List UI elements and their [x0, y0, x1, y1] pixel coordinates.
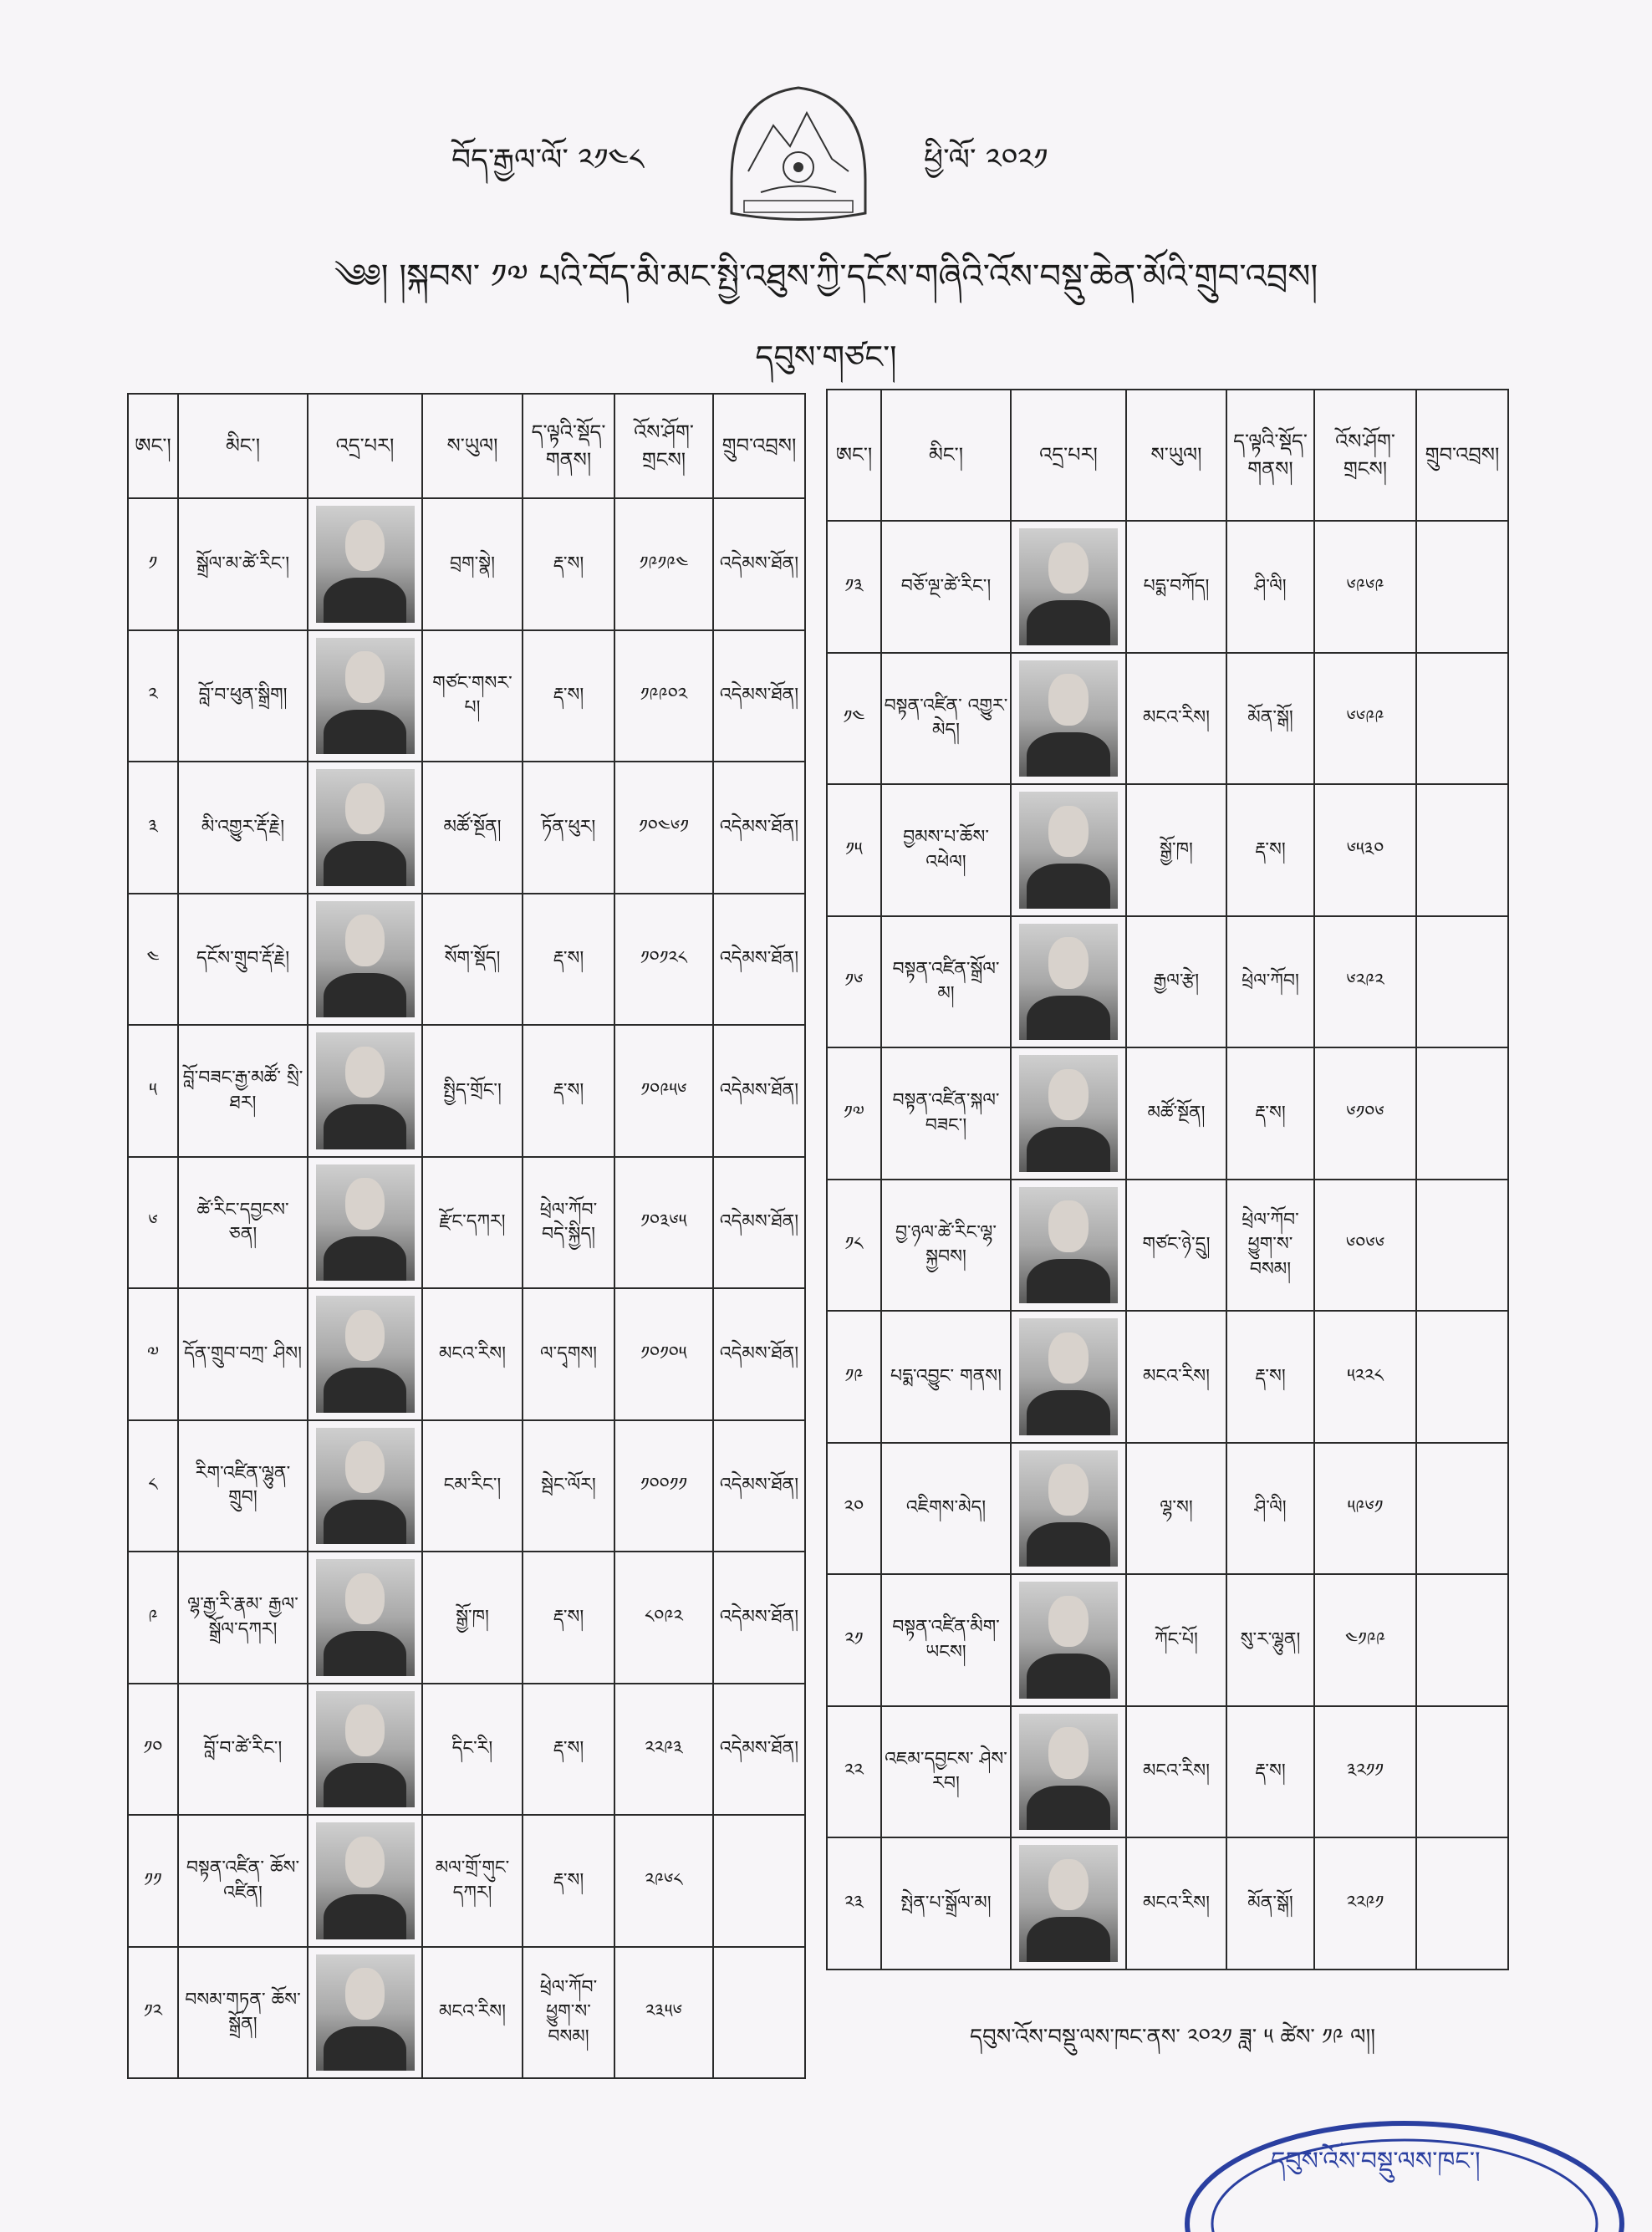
candidate-name: དོན་གྲུབ་བཀྲ་ ཤིས།	[178, 1288, 308, 1420]
candidate-name: ཚེ་རིང་དབྱངས་ ཅན།	[178, 1157, 308, 1289]
col-name-header: མིང་།	[881, 390, 1011, 521]
candidate-result: འདེམས་ཐོན།	[713, 1288, 805, 1420]
candidate-photo	[1011, 784, 1126, 916]
portrait-photo	[1019, 1582, 1118, 1699]
candidate-origin: རྒྱལ་རྩེ།	[1126, 916, 1226, 1048]
candidate-votes: ༡༠༤༦༡	[614, 762, 713, 894]
candidate-origin: ལྷ་ས།	[1126, 1443, 1226, 1575]
candidate-votes: ༡༩༡༩༤	[614, 498, 713, 630]
candidate-name: བསྟན་འཛིན་མིག་ ཡངས།	[881, 1574, 1011, 1706]
official-stamp-icon	[1170, 2065, 1652, 2232]
candidate-origin: གཙང་གསར་པ།	[422, 630, 523, 762]
candidate-origin: སྒྱོ་ཁ།	[422, 1552, 523, 1684]
candidate-votes: ༦༥༣༠	[1314, 784, 1416, 916]
candidate-photo	[308, 1815, 422, 1947]
candidate-origin: མལ་གྲོ་གུང་ དཀར།	[422, 1815, 523, 1947]
candidate-number: ༡	[128, 498, 178, 630]
candidate-number: ༢	[128, 630, 178, 762]
candidate-name: དངོས་གྲུབ་རྡོ་རྗེ།	[178, 894, 308, 1026]
portrait-photo	[316, 1559, 415, 1676]
table-row	[827, 653, 1508, 785]
table-row	[827, 1574, 1508, 1706]
candidate-votes: ༡༠༣༦༥	[614, 1157, 713, 1289]
candidate-name: རིག་འཛིན་ལྷུན་ གྲུབ།	[178, 1420, 308, 1552]
col-place-header: ས་ཡུལ།	[422, 394, 523, 498]
candidate-number: ༡༩	[827, 1311, 881, 1443]
candidate-number: ༡༤	[827, 653, 881, 785]
candidate-name: བསྟན་འཛིན་སྐལ་ བཟང་།	[881, 1047, 1011, 1180]
candidate-photo	[308, 1025, 422, 1157]
candidate-votes: ༥༢༢༨	[1314, 1311, 1416, 1443]
portrait-photo	[316, 1296, 415, 1413]
candidate-name: བསྟན་འཛིན་སྒྲོལ་ མ།	[881, 916, 1011, 1048]
candidate-number: ༢༠	[827, 1443, 881, 1575]
candidate-number: ༢༡	[827, 1574, 881, 1706]
portrait-photo	[1019, 528, 1118, 645]
candidate-votes: ༥༩༦༡	[1314, 1443, 1416, 1575]
candidate-result: འདེམས་ཐོན།	[713, 894, 805, 1026]
candidate-origin: མངའ་རིས།	[1126, 1311, 1226, 1443]
portrait-photo	[316, 769, 415, 886]
candidate-residence: རྡ་ས།	[523, 1025, 614, 1157]
candidate-votes: ༢༣༥༦	[614, 1947, 713, 2079]
table-row	[827, 1837, 1508, 1970]
candidate-name: བྱམས་པ་ཆོས་ འཕེལ།	[881, 784, 1011, 916]
candidate-name: བློ་བ་ཕུན་སྒྲིག།	[178, 630, 308, 762]
candidate-votes: ༦༠༦༦	[1314, 1180, 1416, 1312]
portrait-photo	[1019, 1845, 1118, 1962]
candidate-photo	[308, 1157, 422, 1289]
portrait-photo	[1019, 1450, 1118, 1567]
candidate-origin: མཚོ་སྔོན།	[422, 762, 523, 894]
candidate-votes: ༦༩༦༩	[1314, 521, 1416, 653]
candidate-photo	[308, 1288, 422, 1420]
candidate-result: འདེམས་ཐོན།	[713, 1157, 805, 1289]
candidate-result: འདེམས་ཐོན།	[713, 630, 805, 762]
candidate-result	[1416, 1837, 1508, 1970]
candidate-photo	[308, 1684, 422, 1816]
candidate-residence: མོན་སྒོ།	[1226, 1837, 1314, 1970]
table-row	[128, 1025, 805, 1157]
candidate-result	[713, 1947, 805, 2079]
candidate-name: བློ་བ་ཚེ་རིང་།	[178, 1684, 308, 1816]
page-title: ༄༅། །སྐབས་ ༡༧ པའི་བོད་མི་མང་སྤྱི་འཐུས་ཀྱི་དངོས་གཞིའི་འོས་བསྡུ་ཆེན་མོའི་གྲུབ་འབྲས།	[334, 257, 1318, 296]
candidate-votes: ༦༢༩༢	[1314, 916, 1416, 1048]
table-row	[128, 1815, 805, 1947]
candidate-name: བསྟན་འཛིན་ ཆོས་འཛིན།	[178, 1815, 308, 1947]
portrait-photo	[1019, 924, 1118, 1041]
candidate-origin: པདྨ་བཀོད།	[1126, 521, 1226, 653]
candidate-result: འདེམས་ཐོན།	[713, 1025, 805, 1157]
candidate-residence: ཕྲེལ་ཀོབ་ བདེ་སྐྱིད།	[523, 1157, 614, 1289]
col-residence-header: ད་ལྟའི་སྡོད་གནས།	[523, 394, 614, 498]
candidate-number: ༡༦	[827, 916, 881, 1048]
candidate-origin: ཀོང་པོ།	[1126, 1574, 1226, 1706]
candidate-photo	[1011, 653, 1126, 785]
candidate-photo	[1011, 1047, 1126, 1180]
table-row	[128, 1420, 805, 1552]
candidate-residence: རྡ་ས།	[523, 1684, 614, 1816]
candidate-result	[1416, 1047, 1508, 1180]
candidate-number: ༤	[128, 894, 178, 1026]
candidate-origin: མངའ་རིས།	[1126, 1837, 1226, 1970]
candidate-residence: རྡ་ས།	[1226, 1311, 1314, 1443]
col-number-header: ཨང་།	[827, 390, 881, 521]
candidate-result	[1416, 1180, 1508, 1312]
candidate-result	[1416, 653, 1508, 785]
candidate-name: འཇམ་དབྱངས་ ཤེས་རབ།	[881, 1706, 1011, 1838]
candidate-residence: སུ་ར་ལྷུན།	[1226, 1574, 1314, 1706]
candidate-result: འདེམས་ཐོན།	[713, 762, 805, 894]
portrait-photo	[1019, 1714, 1118, 1831]
candidate-photo	[1011, 521, 1126, 653]
candidate-name: མི་འགྱུར་རྡོ་རྗེ།	[178, 762, 308, 894]
col-photo-header: འདྲ་པར།	[308, 394, 422, 498]
candidate-origin: མངའ་རིས།	[422, 1288, 523, 1420]
candidate-photo	[308, 894, 422, 1026]
results-table-right	[826, 389, 1509, 1970]
candidate-photo	[1011, 1443, 1126, 1575]
table-row	[128, 630, 805, 762]
candidate-number: ༡༣	[827, 521, 881, 653]
candidate-number: ༣	[128, 762, 178, 894]
candidate-residence: རྡ་ས།	[523, 1552, 614, 1684]
candidate-name: པདྨ་འབྱུང་ གནས།	[881, 1311, 1011, 1443]
table-header-row	[827, 390, 1508, 521]
candidate-number: ༡༨	[827, 1180, 881, 1312]
candidate-votes: ༡༠༩༥༦	[614, 1025, 713, 1157]
portrait-photo	[1019, 1055, 1118, 1172]
candidate-number: ༡༧	[827, 1047, 881, 1180]
col-photo-header: འདྲ་པར།	[1011, 390, 1126, 521]
candidate-residence: རྡ་ས།	[523, 1815, 614, 1947]
candidate-votes: ༡༩༩༠༢	[614, 630, 713, 762]
col-residence-header: ད་ལྟའི་སྡོད་གནས།	[1226, 390, 1314, 521]
candidate-result: འདེམས་ཐོན།	[713, 1684, 805, 1816]
candidate-photo	[1011, 1706, 1126, 1838]
table-row	[827, 521, 1508, 653]
candidate-photo	[308, 1947, 422, 2079]
candidate-result	[1416, 1706, 1508, 1838]
candidate-residence: རྡ་ས།	[1226, 1047, 1314, 1180]
candidate-photo	[1011, 916, 1126, 1048]
table-row	[128, 498, 805, 630]
candidate-residence: ཤི་ལི།	[1226, 521, 1314, 653]
candidate-number: ༡༥	[827, 784, 881, 916]
candidate-number: ༥	[128, 1025, 178, 1157]
table-row	[128, 1947, 805, 2079]
portrait-photo	[316, 901, 415, 1018]
table-row	[827, 1443, 1508, 1575]
candidate-result	[1416, 1574, 1508, 1706]
portrait-photo	[316, 1032, 415, 1149]
col-result-header: གྲུབ་འབྲས།	[1416, 390, 1508, 521]
candidate-residence: ཏོན་ཕུར།	[523, 762, 614, 894]
candidate-origin: བྲག་སྣེ།	[422, 498, 523, 630]
candidate-number: ༧	[128, 1288, 178, 1420]
candidate-photo	[1011, 1180, 1126, 1312]
portrait-photo	[1019, 1318, 1118, 1435]
portrait-photo	[1019, 1187, 1118, 1304]
candidate-name: བསྟན་འཛིན་ འགྱུར་མེད།	[881, 653, 1011, 785]
candidate-photo	[1011, 1837, 1126, 1970]
candidate-name: བཅོ་ལྔ་ཚེ་རིང་།	[881, 521, 1011, 653]
candidate-photo	[308, 630, 422, 762]
candidate-name: སྒྲོལ་མ་ཚེ་རིང་།	[178, 498, 308, 630]
western-year: ཕྱི་ལོ་ ༢༠༢༡	[924, 143, 1048, 177]
candidate-photo	[308, 498, 422, 630]
candidate-votes: ༨༠༩༢	[614, 1552, 713, 1684]
candidate-number: ༡༠	[128, 1684, 178, 1816]
candidate-number: ༨	[128, 1420, 178, 1552]
col-number-header: ཨང་།	[128, 394, 178, 498]
candidate-origin: སྒྱོ་ཁ།	[1126, 784, 1226, 916]
candidate-votes: ༦༦༩༩	[1314, 653, 1416, 785]
candidate-votes: ༢༩༦༨	[614, 1815, 713, 1947]
table-row	[827, 1706, 1508, 1838]
candidate-photo	[1011, 1574, 1126, 1706]
candidate-number: ༢༣	[827, 1837, 881, 1970]
candidate-residence: ཕྲེལ་ཀོབ།	[1226, 916, 1314, 1048]
portrait-photo	[1019, 792, 1118, 909]
candidate-residence: རྡ་ས།	[1226, 1706, 1314, 1838]
candidate-votes: ༢༢༩༡	[1314, 1837, 1416, 1970]
candidate-origin: སོག་སྡོད།	[422, 894, 523, 1026]
candidate-origin: མངའ་རིས།	[1126, 1706, 1226, 1838]
portrait-photo	[316, 1822, 415, 1939]
candidate-residence: སྦེང་ལོར།	[523, 1420, 614, 1552]
candidate-origin: གཙང་ཉེ་དྲུ།	[1126, 1180, 1226, 1312]
candidate-name: བྱ་ཉལ་ཚེ་རིང་ལྷ་ སྐྱབས།	[881, 1180, 1011, 1312]
candidate-number: ༡༢	[128, 1947, 178, 2079]
candidate-origin: དིང་རི།	[422, 1684, 523, 1816]
candidate-votes: ༢༢༩༣	[614, 1684, 713, 1816]
candidate-result: འདེམས་ཐོན།	[713, 498, 805, 630]
candidate-result	[1416, 916, 1508, 1048]
table-row	[827, 1047, 1508, 1180]
candidate-residence: ལ་དྭགས།	[523, 1288, 614, 1420]
candidate-photo	[308, 762, 422, 894]
candidate-result	[1416, 784, 1508, 916]
candidate-result	[1416, 1443, 1508, 1575]
footer-date-line: དབུས་འོས་བསྡུ་ལས་ཁང་ནས་ ༢༠༢༡ ཟླ་ ༥ ཚེས་ ༡༩ ལ།།	[970, 2025, 1376, 2050]
stamp-text: དབུས་འོས་བསྡུ་ལས་ཁང་།	[1271, 2147, 1481, 2176]
candidate-name: ལྷ་རྒྱ་རི་རྣམ་ རྒྱལ་སྒྲོལ་དཀར།	[178, 1552, 308, 1684]
candidate-residence: རྡ་ས།	[523, 498, 614, 630]
candidate-votes: ༡༠༡༢༨	[614, 894, 713, 1026]
candidate-residence: ཤི་ལི།	[1226, 1443, 1314, 1575]
portrait-photo	[316, 1428, 415, 1545]
candidate-number: ༦	[128, 1157, 178, 1289]
candidate-origin: མངའ་རིས།	[1126, 653, 1226, 785]
candidate-votes: ༣༢༡༡	[1314, 1706, 1416, 1838]
portrait-photo	[1019, 660, 1118, 777]
candidate-result: འདེམས་ཐོན།	[713, 1552, 805, 1684]
candidate-name: སྤེན་པ་སྒྲོལ་མ།	[881, 1837, 1011, 1970]
candidate-number: ༢༢	[827, 1706, 881, 1838]
candidate-votes: ༦༡༠༦	[1314, 1047, 1416, 1180]
table-row	[128, 894, 805, 1026]
candidate-name: བསམ་གཏན་ ཆོས་སྒྲོན།	[178, 1947, 308, 2079]
candidate-residence: ཕྲེལ་ཀོབ་ ཕྱུག་ས་ བསམ།	[1226, 1180, 1314, 1312]
portrait-photo	[316, 638, 415, 755]
candidate-origin: སྤྱིད་གྲོང་།	[422, 1025, 523, 1157]
candidate-origin: ངམ་རིང་།	[422, 1420, 523, 1552]
candidate-votes: ༡༠༠༡༡	[614, 1420, 713, 1552]
results-table-left	[127, 393, 806, 2079]
candidate-residence: ཕྲེལ་ཀོབ་ ཕྱུག་ས་ བསམ།	[523, 1947, 614, 2079]
candidate-number: ༡༡	[128, 1815, 178, 1947]
candidate-residence: རྡ་ས།	[523, 630, 614, 762]
table-header-row	[128, 394, 805, 498]
col-name-header: མིང་།	[178, 394, 308, 498]
region-subtitle: དབུས་གཙང་།	[755, 339, 897, 375]
table-row	[827, 784, 1508, 916]
candidate-photo	[308, 1552, 422, 1684]
table-row	[827, 1311, 1508, 1443]
col-place-header: ས་ཡུལ།	[1126, 390, 1226, 521]
candidate-photo	[1011, 1311, 1126, 1443]
candidate-photo	[308, 1420, 422, 1552]
candidate-origin: རྫོང་དཀར།	[422, 1157, 523, 1289]
candidate-origin: མངའ་རིས།	[422, 1947, 523, 2079]
table-row	[128, 1552, 805, 1684]
table-row	[128, 762, 805, 894]
col-result-header: གྲུབ་འབྲས།	[713, 394, 805, 498]
candidate-result	[713, 1815, 805, 1947]
col-votes-header: འོས་ཤོག་གྲངས།	[1314, 390, 1416, 521]
table-row	[827, 1180, 1508, 1312]
portrait-photo	[316, 1164, 415, 1282]
tibetan-year: བོད་རྒྱལ་ལོ་ ༢༡༤༨	[451, 143, 645, 177]
candidate-result	[1416, 1311, 1508, 1443]
candidate-result	[1416, 521, 1508, 653]
table-row	[128, 1157, 805, 1289]
candidate-name: བློ་བཟང་རྒྱ་མཚོ་ སྲི་ཐར།	[178, 1025, 308, 1157]
portrait-photo	[316, 506, 415, 623]
candidate-result: འདེམས་ཐོན།	[713, 1420, 805, 1552]
table-row	[827, 916, 1508, 1048]
candidate-votes: ༡༠༡༠༥	[614, 1288, 713, 1420]
candidate-name: འཇིགས་མེད།	[881, 1443, 1011, 1575]
candidate-votes: ༤༡༩༩	[1314, 1574, 1416, 1706]
candidate-origin: མཚོ་སྔོན།	[1126, 1047, 1226, 1180]
candidate-residence: རྡ་ས།	[523, 894, 614, 1026]
col-votes-header: འོས་ཤོག་གྲངས།	[614, 394, 713, 498]
portrait-photo	[316, 1691, 415, 1808]
portrait-photo	[316, 1954, 415, 2071]
candidate-residence: མོན་སྒོ།	[1226, 653, 1314, 785]
candidate-residence: རྡ་ས།	[1226, 784, 1314, 916]
candidate-number: ༩	[128, 1552, 178, 1684]
table-row	[128, 1288, 805, 1420]
emblem-icon	[715, 79, 882, 226]
table-row	[128, 1684, 805, 1816]
